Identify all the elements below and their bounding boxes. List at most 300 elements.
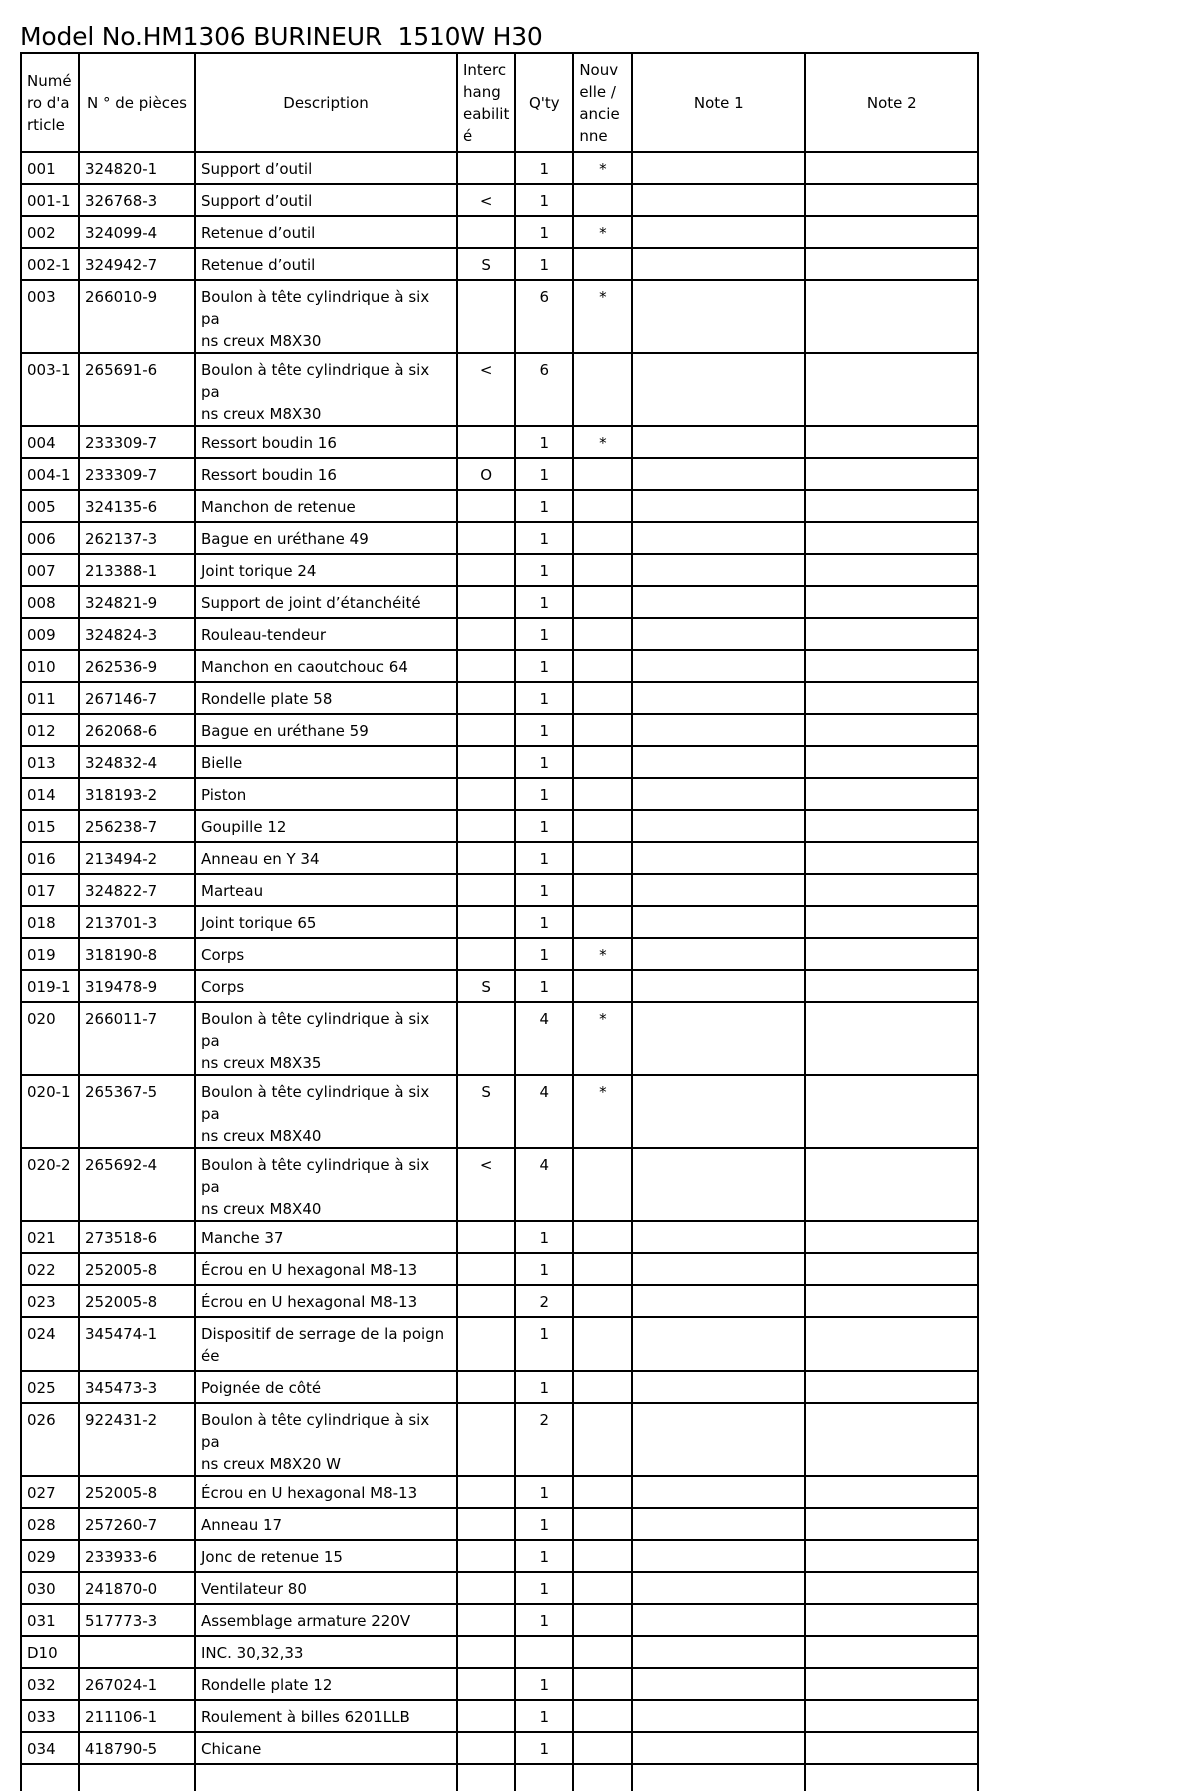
- table-row: [21, 1148, 978, 1221]
- col-header-quantity: Q'ty: [515, 53, 573, 152]
- cell-interchangeability-text: [458, 1573, 514, 1578]
- cell-quantity-text: 1: [539, 946, 550, 964]
- cell-new-old-text: [574, 779, 631, 784]
- cell-new-old-text: *: [599, 1083, 607, 1101]
- cell-quantity: [515, 810, 573, 842]
- cell-note-1: [632, 1403, 805, 1476]
- col-header-new-old: Nouv elle / ancie nne: [573, 53, 632, 152]
- col-header-note-1: Note 1: [632, 53, 805, 152]
- cell-note-2-text: [806, 1076, 977, 1081]
- cell-description-text: Bague en uréthane 59: [201, 722, 369, 740]
- cell-quantity-text: 1: [539, 658, 550, 676]
- cell-quantity-text: 1: [539, 466, 550, 484]
- table-row: [21, 1371, 978, 1403]
- cell-item-number-text: 021: [27, 1229, 56, 1247]
- cell-note-2: [805, 714, 978, 746]
- cell-interchangeability-text: [458, 1003, 514, 1008]
- cell-new-old-text: [574, 185, 631, 190]
- cell-item-number: [21, 682, 79, 714]
- cell-note-1: [632, 1148, 805, 1221]
- cell-quantity: [515, 458, 573, 490]
- cell-quantity-text: 1: [539, 914, 550, 932]
- cell-note-1-text: [633, 1149, 804, 1154]
- table-row: [21, 1540, 978, 1572]
- cell-interchangeability-text: [458, 875, 514, 880]
- cell-note-1-text: [633, 354, 804, 359]
- parts-table: [20, 52, 979, 1791]
- cell-note-2: [805, 1075, 978, 1148]
- cell-note-2: [805, 842, 978, 874]
- cell-description: [195, 906, 457, 938]
- cell-interchangeability-text: [458, 811, 514, 816]
- cell-interchangeability-text: [458, 747, 514, 752]
- cell-new-old-text: [574, 811, 631, 816]
- cell-part-number-text: 318190-8: [85, 946, 158, 964]
- cell-note-2-text: [806, 555, 977, 560]
- table-header-row: [21, 53, 978, 152]
- cell-note-1: [632, 810, 805, 842]
- cell-note-1: [632, 618, 805, 650]
- cell-item-number-text: 002: [27, 224, 56, 242]
- cell-item-number: [21, 1636, 79, 1668]
- cell-new-old: [573, 682, 632, 714]
- cell-interchangeability: [457, 1508, 515, 1540]
- cell-quantity: [515, 874, 573, 906]
- cell-quantity: [515, 1285, 573, 1317]
- cell-description: [195, 714, 457, 746]
- cell-quantity-text: 1: [539, 434, 550, 452]
- cell-new-old: [573, 906, 632, 938]
- cell-item-number: [21, 522, 79, 554]
- cell-description-text: Chicane: [201, 1740, 262, 1758]
- cell-note-1-text: [633, 1509, 804, 1514]
- col-header-interchangeability: Interc hang eabilit é: [457, 53, 515, 152]
- cell-interchangeability: [457, 1476, 515, 1508]
- cell-note-2-text: [806, 715, 977, 720]
- table-row: [21, 1732, 978, 1764]
- cell-item-number-text: 019: [27, 946, 56, 964]
- cell-description-text: Boulon à tête cylindrique à six pa ns creux M8X40: [201, 1083, 430, 1145]
- cell-note-1: [632, 842, 805, 874]
- cell-description: [195, 1221, 457, 1253]
- table-row: [21, 970, 978, 1002]
- cell-item-number: [21, 1148, 79, 1221]
- empty-cell: [21, 1764, 79, 1791]
- cell-new-old-text: [574, 747, 631, 752]
- cell-new-old-text: [574, 1669, 631, 1674]
- cell-part-number-text: 266011-7: [85, 1010, 158, 1028]
- cell-description-text: Corps: [201, 946, 245, 964]
- cell-description: [195, 458, 457, 490]
- cell-description-text: Assemblage armature 220V: [201, 1612, 411, 1630]
- cell-quantity-text: 6: [539, 288, 550, 306]
- cell-note-2: [805, 970, 978, 1002]
- cell-interchangeability: [457, 184, 515, 216]
- empty-cell: [805, 1764, 978, 1791]
- cell-note-2: [805, 650, 978, 682]
- cell-part-number: [79, 1732, 195, 1764]
- cell-note-2: [805, 746, 978, 778]
- cell-item-number-text: 014: [27, 786, 56, 804]
- empty-cell: [632, 1764, 805, 1791]
- cell-interchangeability: [457, 426, 515, 458]
- cell-note-1: [632, 1221, 805, 1253]
- cell-item-number-text: 028: [27, 1516, 56, 1534]
- cell-note-1: [632, 1075, 805, 1148]
- cell-interchangeability-text: S: [481, 256, 491, 274]
- cell-quantity-text: 1: [539, 1484, 550, 1502]
- cell-interchangeability-text: [458, 1733, 514, 1738]
- cell-part-number: [79, 1636, 195, 1668]
- cell-description-text: Retenue d’outil: [201, 256, 316, 274]
- cell-item-number-text: 016: [27, 850, 56, 868]
- cell-new-old-text: [574, 1404, 631, 1409]
- cell-new-old-text: [574, 619, 631, 624]
- cell-note-1: [632, 1002, 805, 1075]
- cell-new-old: [573, 522, 632, 554]
- cell-new-old-text: [574, 459, 631, 464]
- cell-part-number: [79, 522, 195, 554]
- cell-note-2: [805, 1540, 978, 1572]
- cell-item-number: [21, 618, 79, 650]
- empty-cell: [195, 1764, 457, 1791]
- cell-new-old-text: [574, 971, 631, 976]
- cell-part-number: [79, 874, 195, 906]
- cell-note-1: [632, 1285, 805, 1317]
- cell-quantity: [515, 1636, 573, 1668]
- cell-description-text: Boulon à tête cylindrique à six pa ns creux M8X40: [201, 1156, 430, 1218]
- cell-interchangeability-text: <: [479, 1156, 493, 1174]
- table-row: [21, 1075, 978, 1148]
- cell-interchangeability: [457, 1540, 515, 1572]
- cell-note-2-text: [806, 249, 977, 254]
- cell-item-number: [21, 426, 79, 458]
- cell-description-text: Poignée de côté: [201, 1379, 322, 1397]
- cell-quantity-text: 1: [539, 594, 550, 612]
- cell-quantity: [515, 184, 573, 216]
- cell-interchangeability: [457, 586, 515, 618]
- cell-note-2: [805, 1221, 978, 1253]
- cell-part-number: [79, 618, 195, 650]
- cell-description: [195, 650, 457, 682]
- cell-quantity: [515, 586, 573, 618]
- cell-part-number-text: 213701-3: [85, 914, 158, 932]
- cell-new-old: [573, 1572, 632, 1604]
- cell-description: [195, 280, 457, 353]
- cell-description: [195, 1508, 457, 1540]
- cell-note-2: [805, 1732, 978, 1764]
- cell-item-number-text: 001: [27, 160, 56, 178]
- cell-part-number-text: 267146-7: [85, 690, 158, 708]
- cell-note-1: [632, 1636, 805, 1668]
- cell-note-1: [632, 1732, 805, 1764]
- cell-note-1-text: [633, 217, 804, 222]
- cell-note-1: [632, 1508, 805, 1540]
- cell-description: [195, 522, 457, 554]
- cell-note-1-text: [633, 651, 804, 656]
- cell-description: [195, 874, 457, 906]
- cell-note-1: [632, 152, 805, 184]
- cell-quantity: [515, 1002, 573, 1075]
- cell-interchangeability-text: [458, 1701, 514, 1706]
- cell-item-number-text: 003-1: [27, 361, 71, 379]
- cell-description: [195, 248, 457, 280]
- cell-new-old-text: [574, 1222, 631, 1227]
- cell-description-text: Bielle: [201, 754, 243, 772]
- cell-item-number-text: 029: [27, 1548, 56, 1566]
- cell-note-2: [805, 1285, 978, 1317]
- cell-description: [195, 490, 457, 522]
- cell-description-text: INC. 30,32,33: [201, 1644, 304, 1662]
- cell-part-number-text: 262137-3: [85, 530, 158, 548]
- cell-description-text: Manchon en caoutchouc 64: [201, 658, 408, 676]
- cell-quantity-text: 1: [539, 224, 550, 242]
- cell-note-2-text: [806, 587, 977, 592]
- cell-item-number: [21, 1221, 79, 1253]
- cell-note-2-text: [806, 185, 977, 190]
- cell-item-number: [21, 874, 79, 906]
- cell-note-2: [805, 1317, 978, 1371]
- cell-note-2: [805, 1148, 978, 1221]
- cell-interchangeability: [457, 746, 515, 778]
- cell-note-2: [805, 938, 978, 970]
- cell-item-number-text: 032: [27, 1676, 56, 1694]
- cell-note-2-text: [806, 1509, 977, 1514]
- cell-item-number-text: 033: [27, 1708, 56, 1726]
- cell-new-old: [573, 938, 632, 970]
- cell-interchangeability-text: [458, 1605, 514, 1610]
- cell-description: [195, 1285, 457, 1317]
- cell-description: [195, 1002, 457, 1075]
- cell-quantity: [515, 1317, 573, 1371]
- cell-part-number: [79, 650, 195, 682]
- cell-quantity: [515, 746, 573, 778]
- table-row: [21, 353, 978, 426]
- cell-item-number-text: 015: [27, 818, 56, 836]
- cell-description-text: Ventilateur 80: [201, 1580, 307, 1598]
- cell-item-number: [21, 184, 79, 216]
- table-row: [21, 810, 978, 842]
- cell-interchangeability: [457, 842, 515, 874]
- cell-interchangeability-text: [458, 555, 514, 560]
- cell-new-old: [573, 1317, 632, 1371]
- cell-description-text: Bague en uréthane 49: [201, 530, 369, 548]
- cell-item-number: [21, 1732, 79, 1764]
- cell-quantity-text: 1: [539, 818, 550, 836]
- cell-part-number: [79, 1221, 195, 1253]
- cell-new-old: [573, 1285, 632, 1317]
- cell-description: [195, 1668, 457, 1700]
- cell-description: [195, 1476, 457, 1508]
- cell-quantity-text: 1: [539, 626, 550, 644]
- cell-new-old-text: [574, 1509, 631, 1514]
- cell-part-number: [79, 426, 195, 458]
- cell-item-number: [21, 1604, 79, 1636]
- cell-new-old-text: *: [599, 434, 607, 452]
- cell-note-2-text: [806, 1605, 977, 1610]
- cell-item-number-text: D10: [27, 1644, 58, 1662]
- cell-quantity-text: 1: [539, 882, 550, 900]
- cell-item-number-text: 002-1: [27, 256, 71, 274]
- cell-new-old: [573, 1221, 632, 1253]
- cell-new-old: [573, 1508, 632, 1540]
- cell-note-2-text: [806, 1222, 977, 1227]
- cell-interchangeability-text: S: [481, 978, 491, 996]
- cell-note-2: [805, 248, 978, 280]
- cell-note-2: [805, 682, 978, 714]
- cell-quantity: [515, 353, 573, 426]
- cell-note-1-text: [633, 249, 804, 254]
- cell-interchangeability-text: [458, 1222, 514, 1227]
- cell-part-number-text: 257260-7: [85, 1516, 158, 1534]
- cell-new-old: [573, 1732, 632, 1764]
- cell-description: [195, 1732, 457, 1764]
- cell-note-2: [805, 906, 978, 938]
- cell-new-old-text: [574, 523, 631, 528]
- cell-part-number-text: 265691-6: [85, 361, 158, 379]
- table-row: [21, 842, 978, 874]
- cell-quantity: [515, 1221, 573, 1253]
- cell-interchangeability: [457, 1604, 515, 1636]
- cell-part-number-text: 324821-9: [85, 594, 158, 612]
- cell-note-1-text: [633, 1477, 804, 1482]
- cell-new-old-text: [574, 1318, 631, 1323]
- cell-note-1-text: [633, 1733, 804, 1738]
- cell-item-number: [21, 938, 79, 970]
- cell-interchangeability-text: [458, 1637, 514, 1642]
- cell-quantity: [515, 682, 573, 714]
- table-row: [21, 1476, 978, 1508]
- cell-interchangeability: [457, 970, 515, 1002]
- cell-note-2: [805, 1572, 978, 1604]
- cell-part-number: [79, 490, 195, 522]
- cell-interchangeability: [457, 216, 515, 248]
- cell-note-1: [632, 778, 805, 810]
- cell-item-number: [21, 280, 79, 353]
- cell-new-old-text: [574, 1254, 631, 1259]
- cell-note-2: [805, 490, 978, 522]
- cell-new-old: [573, 280, 632, 353]
- cell-item-number: [21, 586, 79, 618]
- cell-part-number: [79, 746, 195, 778]
- cell-interchangeability: [457, 1148, 515, 1221]
- cell-interchangeability: [457, 1075, 515, 1148]
- table-row: [21, 1572, 978, 1604]
- cell-description: [195, 1636, 457, 1668]
- cell-item-number-text: 012: [27, 722, 56, 740]
- cell-note-2: [805, 1700, 978, 1732]
- cell-new-old-text: [574, 715, 631, 720]
- table-row: [21, 1403, 978, 1476]
- cell-interchangeability-text: [458, 1254, 514, 1259]
- cell-note-1-text: [633, 1222, 804, 1227]
- cell-note-1-text: [633, 1003, 804, 1008]
- cell-interchangeability: [457, 522, 515, 554]
- cell-quantity-text: 1: [539, 754, 550, 772]
- cell-interchangeability-text: [458, 715, 514, 720]
- cell-new-old-text: [574, 587, 631, 592]
- table-row: [21, 650, 978, 682]
- cell-new-old: [573, 874, 632, 906]
- table-row: [21, 184, 978, 216]
- cell-note-2-text: [806, 651, 977, 656]
- table-row: [21, 1668, 978, 1700]
- cell-part-number-text: 241870-0: [85, 1580, 158, 1598]
- cell-new-old-text: [574, 907, 631, 912]
- cell-item-number: [21, 1508, 79, 1540]
- cell-interchangeability-text: O: [480, 466, 493, 484]
- cell-description: [195, 778, 457, 810]
- cell-quantity-text: 2: [539, 1293, 550, 1311]
- cell-description: [195, 746, 457, 778]
- table-row: [21, 746, 978, 778]
- cell-quantity-text: 1: [539, 1325, 550, 1343]
- cell-new-old: [573, 1371, 632, 1403]
- cell-note-2-text: [806, 1254, 977, 1259]
- cell-item-number: [21, 1002, 79, 1075]
- cell-quantity: [515, 1668, 573, 1700]
- cell-description-text: Écrou en U hexagonal M8-13: [201, 1293, 418, 1311]
- cell-note-2-text: [806, 217, 977, 222]
- cell-note-1-text: [633, 555, 804, 560]
- cell-note-2: [805, 353, 978, 426]
- cell-part-number-text: 922431-2: [85, 1411, 158, 1429]
- cell-part-number-text: 266010-9: [85, 288, 158, 306]
- cell-item-number: [21, 152, 79, 184]
- cell-note-1: [632, 1668, 805, 1700]
- cell-new-old: [573, 810, 632, 842]
- cell-interchangeability: [457, 1572, 515, 1604]
- cell-note-1-text: [633, 1286, 804, 1291]
- cell-interchangeability: [457, 280, 515, 353]
- cell-note-2: [805, 1668, 978, 1700]
- cell-item-number: [21, 746, 79, 778]
- cell-quantity-text: 1: [539, 690, 550, 708]
- cell-interchangeability: [457, 682, 515, 714]
- cell-part-number: [79, 152, 195, 184]
- cell-part-number: [79, 1668, 195, 1700]
- cell-description-text: Dispositif de serrage de la poign ée: [201, 1325, 445, 1365]
- cell-item-number-text: 007: [27, 562, 56, 580]
- cell-interchangeability-text: [458, 217, 514, 222]
- cell-part-number-text: 326768-3: [85, 192, 158, 210]
- cell-note-1: [632, 1700, 805, 1732]
- cell-part-number: [79, 1371, 195, 1403]
- cell-interchangeability: [457, 906, 515, 938]
- cell-part-number-text: 324942-7: [85, 256, 158, 274]
- table-row: [21, 938, 978, 970]
- cell-part-number: [79, 1403, 195, 1476]
- table-row: [21, 490, 978, 522]
- cell-note-1-text: [633, 153, 804, 158]
- cell-interchangeability-text: [458, 523, 514, 528]
- cell-note-2: [805, 1636, 978, 1668]
- cell-interchangeability: [457, 618, 515, 650]
- cell-quantity-text: 1: [539, 562, 550, 580]
- cell-note-1-text: [633, 779, 804, 784]
- cell-new-old-text: *: [599, 224, 607, 242]
- cell-part-number-text: 324099-4: [85, 224, 158, 242]
- cell-description-text: Piston: [201, 786, 247, 804]
- cell-description: [195, 970, 457, 1002]
- cell-quantity-text: 1: [539, 1580, 550, 1598]
- cell-quantity: [515, 248, 573, 280]
- cell-item-number-text: 022: [27, 1261, 56, 1279]
- cell-description-text: Manche 37: [201, 1229, 284, 1247]
- cell-item-number-text: 010: [27, 658, 56, 676]
- cell-description: [195, 586, 457, 618]
- cell-description-text: Manchon de retenue: [201, 498, 356, 516]
